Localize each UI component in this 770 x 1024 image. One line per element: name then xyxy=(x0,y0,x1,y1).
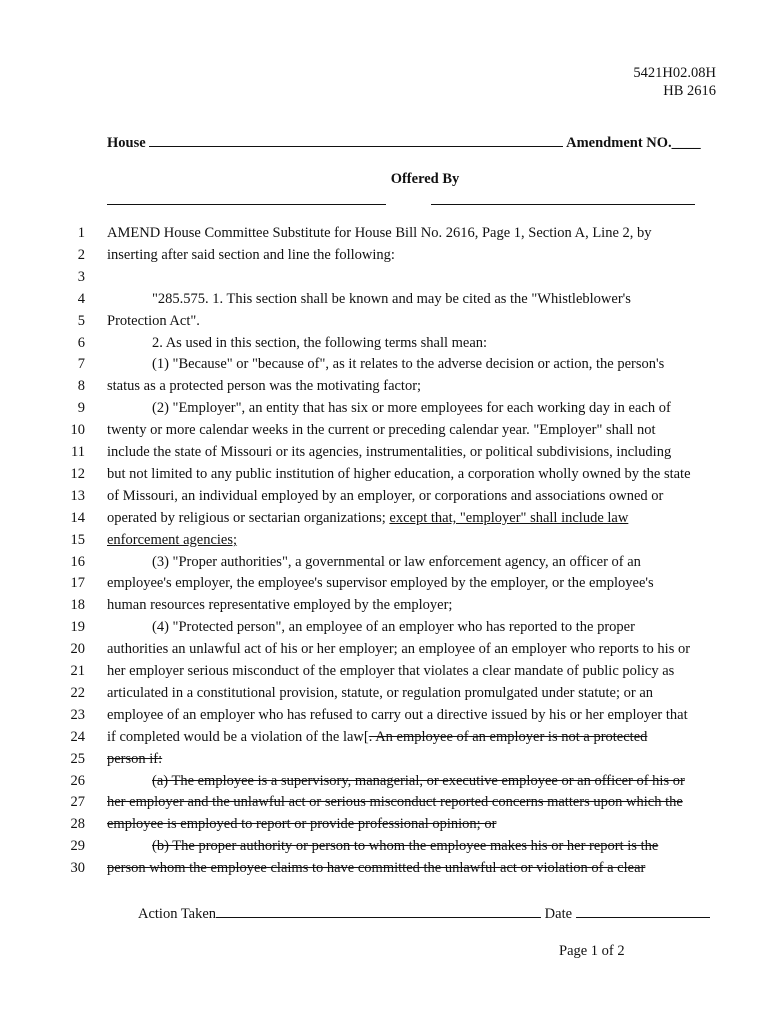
underlined-inserted-text: except that, "employer" shall include law xyxy=(389,510,629,526)
struck-deleted-text: employee is employed to report or provide professional opinion; or xyxy=(107,816,497,832)
date-blank xyxy=(576,917,710,918)
line-number: 21 xyxy=(70,663,85,679)
line-number: 30 xyxy=(70,860,85,876)
body-line xyxy=(107,575,654,592)
line-text: of Missouri, an individual employed by an employer, or corporations and associations owned or xyxy=(107,488,664,504)
body-line xyxy=(107,291,631,308)
body-line xyxy=(107,313,200,330)
date-label: Date xyxy=(544,906,573,922)
line-text: inserting after said section and line the following: xyxy=(107,247,395,263)
body-line xyxy=(107,400,671,417)
bill-number: HB 2616 xyxy=(663,83,716,99)
offered-by-label: Offered By xyxy=(390,171,460,187)
body-line xyxy=(107,466,691,483)
line-text: (2) "Employer", an entity that has six or more employees for each working day in each of xyxy=(152,400,671,416)
line-text: include the state of Missouri or its agencies, instrumentalities, or political subdivisions, including xyxy=(107,444,672,460)
struck-deleted-text: (b) The proper authority or person to whom the employee makes his or her report is the xyxy=(152,838,659,854)
line-text: 2. As used in this section, the following terms shall mean: xyxy=(152,335,488,351)
body-line xyxy=(107,510,628,527)
body-line xyxy=(107,554,641,571)
line-number: 28 xyxy=(70,816,85,832)
body-line xyxy=(107,422,656,439)
line-text: her employer serious misconduct of the employer that violates a clear mandate of public policy as xyxy=(107,663,675,679)
action-taken-line xyxy=(138,906,710,923)
line-number: 10 xyxy=(70,422,85,438)
line-number: 14 xyxy=(70,510,85,526)
body-line xyxy=(107,794,683,811)
line-number: 3 xyxy=(77,269,85,285)
line-number: 4 xyxy=(77,291,85,307)
action-taken-label: Action Taken xyxy=(138,906,217,922)
page-number: Page 1 of 2 xyxy=(559,943,625,959)
line-text: Protection Act". xyxy=(107,313,200,329)
sponsor-signature-line-2 xyxy=(431,203,695,205)
body-line xyxy=(107,729,647,746)
body-line xyxy=(107,444,671,461)
body-line xyxy=(107,356,664,373)
struck-deleted-text: (a) The employee is a supervisory, managerial, or executive employee or an officer of his or xyxy=(152,773,685,789)
line-number: 29 xyxy=(70,838,85,854)
line-number: 13 xyxy=(70,488,85,504)
line-text: status as a protected person was the motivating factor; xyxy=(107,378,422,394)
underlined-inserted-text: enforcement agencies; xyxy=(107,532,238,548)
line-text: human resources representative employed by the employer; xyxy=(107,597,453,613)
body-line xyxy=(107,378,421,395)
body-line xyxy=(107,225,652,242)
document-id: 5421H02.08H xyxy=(633,65,716,81)
line-number: 9 xyxy=(77,400,85,416)
body-line xyxy=(107,860,645,877)
deletion-bracket: [ xyxy=(363,729,369,745)
line-number: 23 xyxy=(70,707,85,723)
body-line xyxy=(107,816,496,833)
line-text: AMEND House Committee Substitute for House Bill No. 2616, Page 1, Section A, Line 2, by xyxy=(107,225,652,241)
line-text: operated by religious or sectarian organizations; xyxy=(107,510,390,526)
action-taken-blank xyxy=(216,917,541,918)
struck-deleted-text: . An employee of an employer is not a protected xyxy=(368,729,648,745)
line-number: 20 xyxy=(70,641,85,657)
line-text: twenty or more calendar weeks in the current or preceding calendar year. "Employer" shall not xyxy=(107,422,656,438)
line-number: 22 xyxy=(70,685,85,701)
line-number: 11 xyxy=(71,444,85,460)
line-number: 24 xyxy=(70,729,85,745)
line-number: 17 xyxy=(70,575,85,591)
document-header xyxy=(633,64,716,100)
line-text: (4) "Protected person", an employee of an employer who has reported to the proper xyxy=(152,619,635,635)
amendment-number-label: Amendment NO.____ xyxy=(566,135,701,151)
line-text: articulated in a constitutional provision, statute, or regulation promulgated under statute; or an xyxy=(107,685,654,701)
struck-deleted-text: person whom the employee claims to have committed the unlawful act or violation of a clear xyxy=(107,860,646,876)
body-line xyxy=(107,663,674,680)
line-number: 26 xyxy=(70,773,85,789)
body-line xyxy=(107,641,690,658)
sponsor-signature-line-1 xyxy=(107,203,386,205)
line-number: 15 xyxy=(70,532,85,548)
line-number: 6 xyxy=(77,335,85,351)
body-line xyxy=(107,488,663,505)
house-amendment-line xyxy=(107,135,713,152)
line-number: 18 xyxy=(70,597,85,613)
line-number: 12 xyxy=(70,466,85,482)
body-line xyxy=(107,597,452,614)
body-line xyxy=(107,532,237,549)
house-label: House xyxy=(107,135,146,151)
body-line xyxy=(107,247,395,264)
house-blank xyxy=(149,146,563,147)
line-number: 8 xyxy=(77,378,85,394)
body-line xyxy=(107,335,487,352)
body-line xyxy=(107,685,653,702)
line-text: (3) "Proper authorities", a governmental or law enforcement agency, an officer of an xyxy=(152,554,641,570)
line-number: 5 xyxy=(77,313,85,329)
body-line xyxy=(107,619,635,636)
line-number: 25 xyxy=(70,751,85,767)
line-number: 16 xyxy=(70,554,85,570)
line-text: (1) "Because" or "because of", as it relates to the adverse decision or action, the person's xyxy=(152,356,665,372)
line-text: employee of an employer who has refused to carry out a directive issued by his or her employer that xyxy=(107,707,688,723)
line-text: authorities an unlawful act of his or her employer; an employee of an employer who reports to his or xyxy=(107,641,691,657)
body-line xyxy=(107,838,658,855)
body-line xyxy=(107,707,688,724)
line-number: 7 xyxy=(77,356,85,372)
line-number: 27 xyxy=(70,794,85,810)
body-line xyxy=(107,751,162,768)
line-text: if completed would be a violation of the law xyxy=(107,729,364,745)
struck-deleted-text: person if: xyxy=(107,751,163,767)
line-text: employee's employer, the employee's supervisor employed by the employer, or the employee's xyxy=(107,575,654,591)
body-line xyxy=(107,773,685,790)
line-number: 19 xyxy=(70,619,85,635)
line-number: 1 xyxy=(77,225,85,241)
line-text: but not limited to any public institution of higher education, a corporation wholly owned by the state xyxy=(107,466,691,482)
line-number: 2 xyxy=(77,247,85,263)
struck-deleted-text: her employer and the unlawful act or serious misconduct reported concerns matters upon which the xyxy=(107,794,683,810)
line-text: "285.575. 1. This section shall be known and may be cited as the "Whistleblower's xyxy=(152,291,631,307)
